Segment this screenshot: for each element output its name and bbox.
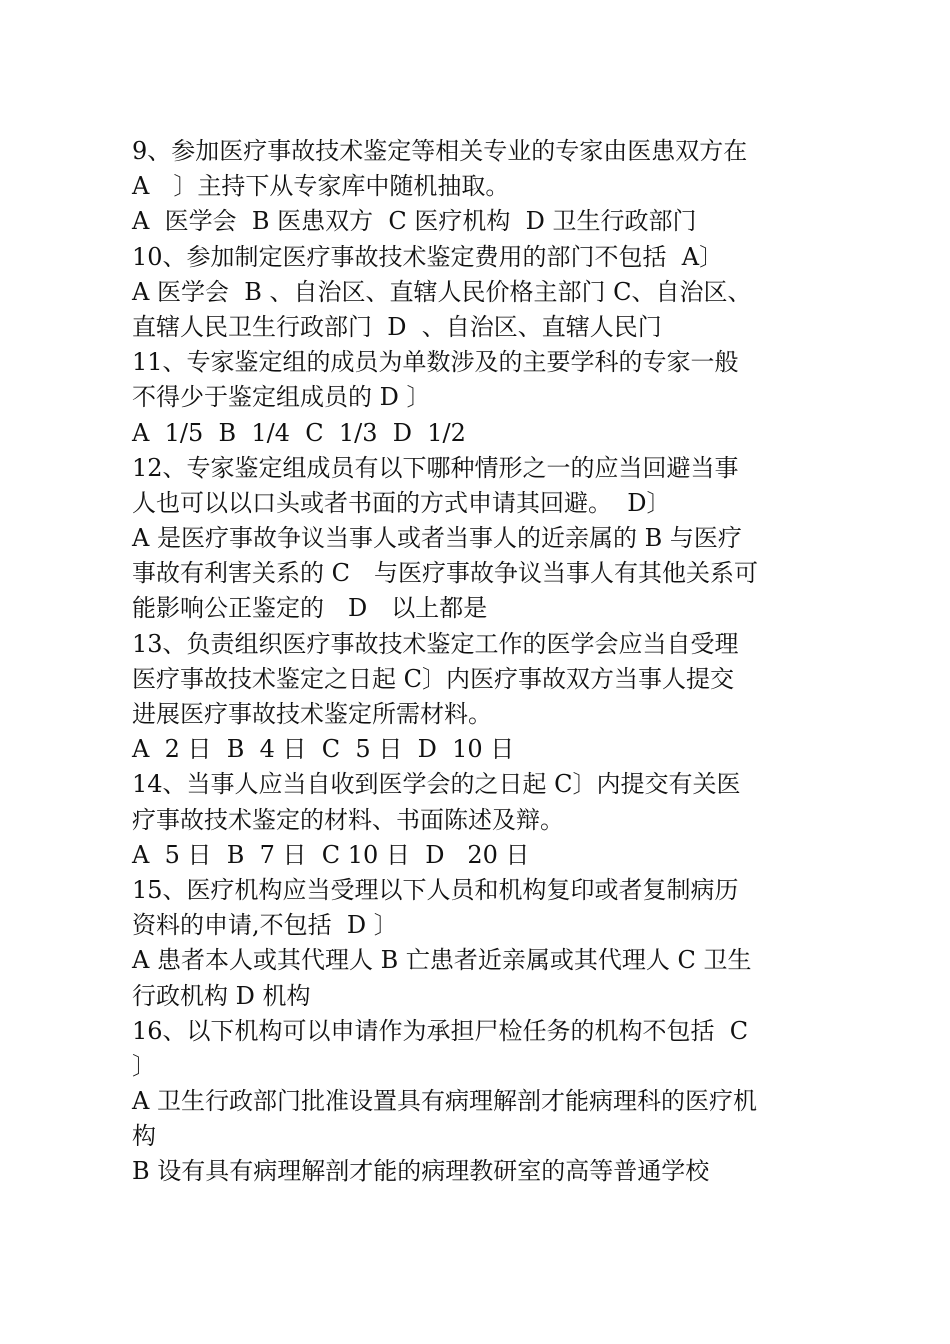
text-line: A 卫生行政部门批准设置具有病理解剖才能病理科的医疗机	[132, 1087, 757, 1116]
text-line: 行政机构 D 机构	[132, 981, 311, 1010]
text-line: 13、负责组织医疗事故技术鉴定工作的医学会应当自受理	[132, 629, 739, 658]
text-line: 16、以下机构可以申请作为承担尸检任务的机构不包括 C	[132, 1016, 749, 1045]
text-line: 15、医疗机构应当受理以下人员和机构复印或者复制病历	[132, 875, 739, 904]
text-line: 〕	[132, 1051, 156, 1080]
text-line: 进展医疗事故技术鉴定所需材料。	[132, 700, 492, 728]
text-line: 直辖人民卫生行政部门 D 、自治区、直辖人民门	[132, 312, 662, 341]
text-line: 不得少于鉴定组成员的 D 〕	[132, 383, 431, 412]
text-line: A 医学会 B 医患双方 C 医疗机构 D 卫生行政部门	[132, 207, 697, 236]
text-line: 能影响公正鉴定的 D 以上都是	[132, 594, 488, 623]
document-body	[132, 134, 842, 1190]
text-line: A 1/5 B 1/4 C 1/3 D 1/2	[132, 418, 466, 447]
text-line: 事故有利害关系的 C 与医疗事故争议当事人有其他关系可	[132, 559, 758, 588]
text-line: A 〕主持下从专家库中随机抽取。	[132, 172, 510, 201]
text-line: A 医学会 B 、自治区、直辖人民价格主部门 C、自治区、	[132, 277, 752, 306]
text-line: 构	[132, 1122, 156, 1151]
text-line: 医疗事故技术鉴定之日起 C〕内医疗事故双方当事人提交	[132, 664, 734, 693]
text-line: 10、参加制定医疗事故技术鉴定费用的部门不包括 A〕	[132, 242, 724, 271]
text-line: A 是医疗事故争议当事人或者当事人的近亲属的 B 与医疗	[132, 524, 742, 553]
text-line: 11、专家鉴定组的成员为单数涉及的主要学科的专家一般	[132, 348, 739, 377]
text-line: 人也可以以口头或者书面的方式申请其回避。 D〕	[132, 488, 671, 517]
text-line: B 设有具有病理解剖才能的病理教研室的高等普通学校	[132, 1157, 710, 1186]
text-line: 资料的申请,不包括 D 〕	[132, 911, 398, 940]
text-line: 疗事故技术鉴定的材料、书面陈述及辩。	[132, 805, 564, 834]
text-line: A 5 日 B 7 日 C 10 日 D 20 日	[132, 840, 530, 869]
text-line: A 患者本人或其代理人 B 亡患者近亲属或其代理人 C 卫生	[132, 946, 752, 975]
text-line: 14、当事人应当自收到医学会的之日起 C〕内提交有关医	[132, 770, 741, 799]
text-line: 9、参加医疗事故技术鉴定等相关专业的专家由医患双方在	[132, 137, 748, 165]
text-line: 12、专家鉴定组成员有以下哪种情形之一的应当回避当事	[132, 453, 739, 482]
text-line: A 2 日 B 4 日 C 5 日 D 10 日	[132, 735, 515, 764]
